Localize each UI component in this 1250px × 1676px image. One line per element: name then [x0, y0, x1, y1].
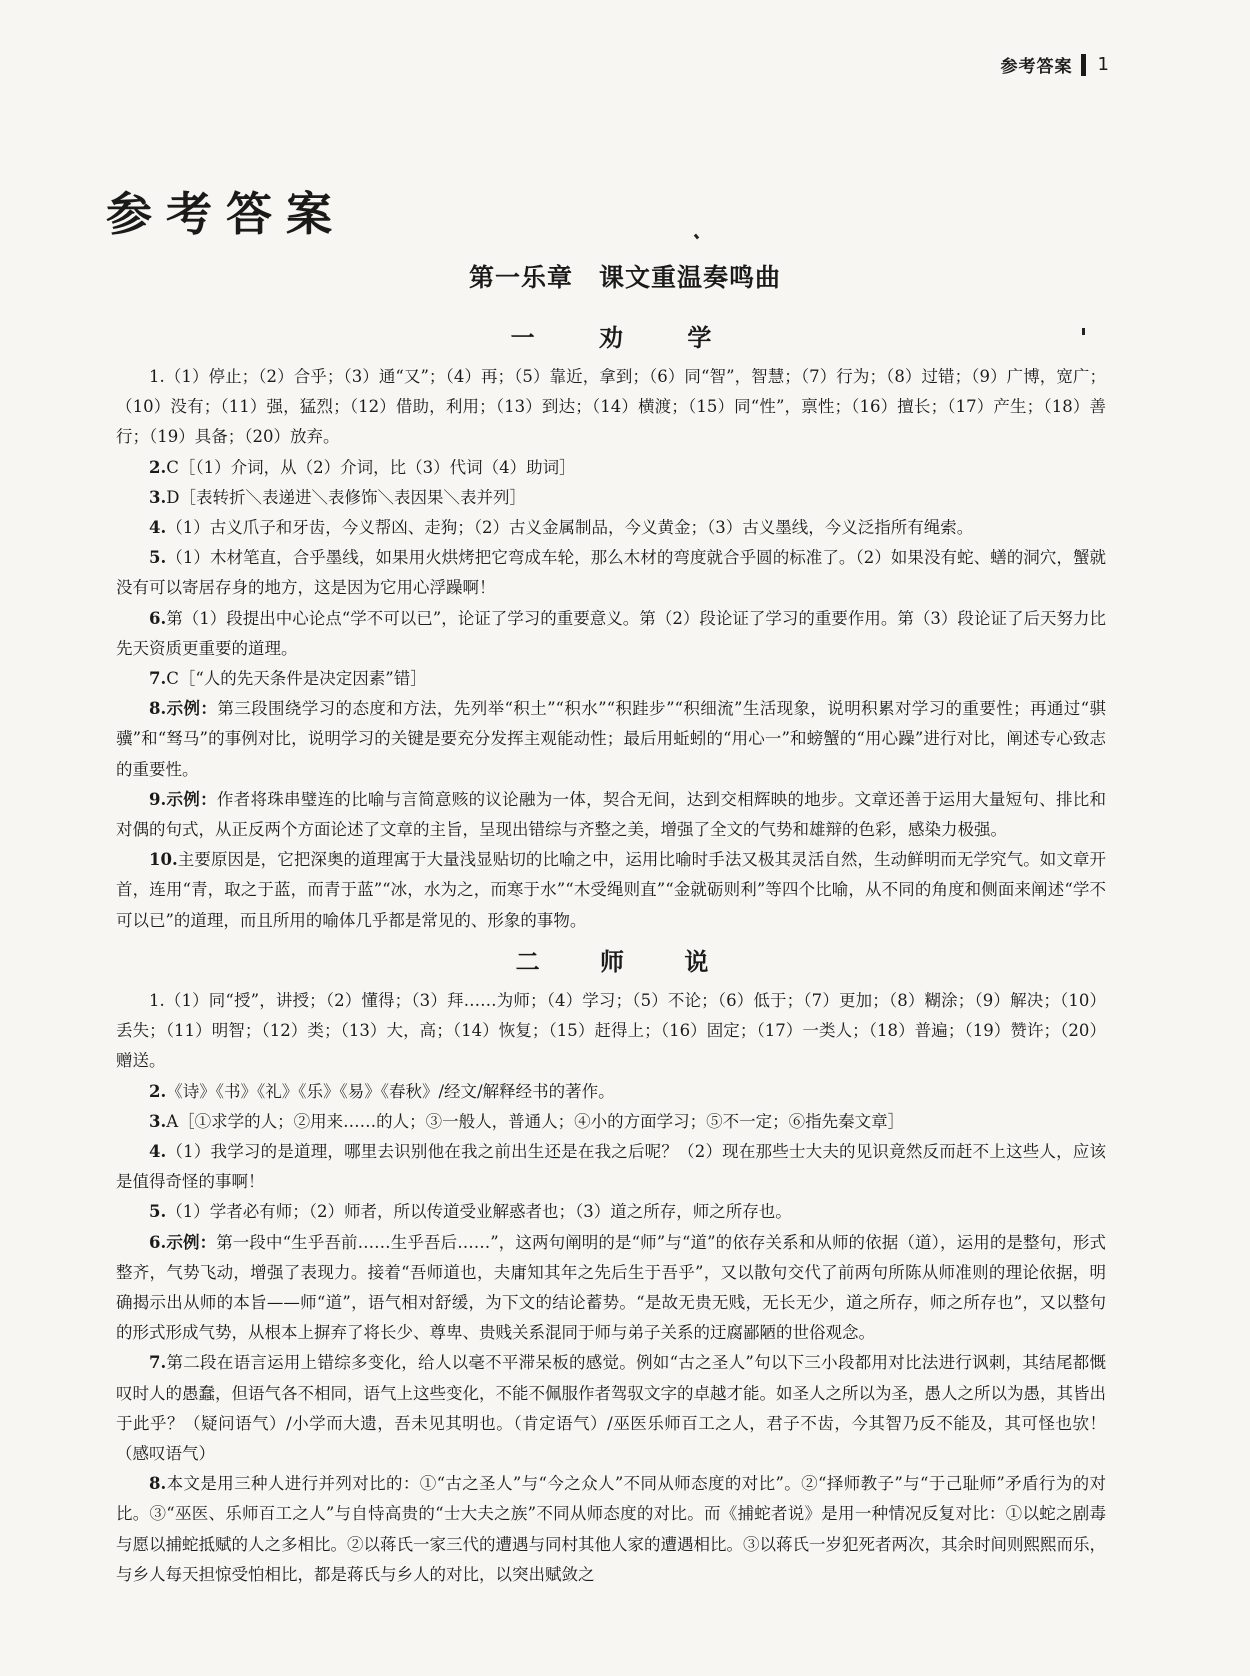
section-answers — [116, 986, 1106, 1590]
answer-text: （1）古义爪子和牙齿，今义帮凶、走狗；（2）古义金属制品，今义黄金；（3）古义墨线，今义泛指所有绳索。 — [166, 518, 974, 538]
answer-item — [116, 362, 1106, 453]
running-header — [1001, 52, 1110, 77]
answer-item — [116, 483, 1106, 513]
answer-item — [116, 845, 1106, 936]
answer-number: 8. — [149, 699, 167, 719]
header-divider — [1081, 54, 1086, 76]
answer-label: 示例： — [166, 1232, 217, 1252]
answer-number: 4. — [149, 518, 167, 538]
answer-item — [116, 1107, 1106, 1137]
answer-item — [116, 604, 1106, 664]
answer-text: C［“人的先天条件是决定因素”错］ — [166, 669, 427, 689]
answer-text: 《诗》《书》《礼》《乐》《易》《春秋》/经文/解释经书的著作。 — [166, 1081, 615, 1101]
answer-item — [116, 1077, 1106, 1107]
answer-number: 5. — [149, 548, 167, 568]
answer-number: 2. — [149, 457, 167, 477]
main-title: 参考答案 — [106, 187, 346, 241]
section-answers — [116, 362, 1106, 936]
answer-item — [116, 543, 1106, 603]
answer-text: 第二段在语言运用上错综多变化，给人以毫不平滞呆板的感觉。例如“古之圣人”句以下三小段都用对比法进行讽刺，其结尾都慨叹时人的愚蠢，但语气各不相同，语气上这些变化，不能不佩服作者驾驭文字的卓越才能。如圣人之所以为圣，愚人之所以为愚，其皆出于此乎？（疑问语气）/小学而大遗，吾未见其明也。（肯定语气）/巫医乐师百工之人，君子不齿，今其智乃反不能及，其可怪也欤！（感叹语气） — [116, 1353, 1106, 1464]
answer-text: （1）学者必有师；（2）师者，所以传道受业解惑者也；（3）道之所存，师之所存也。 — [166, 1202, 792, 1222]
answer-item — [116, 785, 1106, 845]
answer-text: 第（1）段提出中心论点“学不可以已”，论证了学习的重要意义。第（2）段论证了学习的重要作用。第（3）段论证了后天努力比先天资质更重要的道理。 — [116, 608, 1106, 658]
running-title: 参考答案 — [1000, 57, 1073, 77]
answer-number: 7. — [149, 1353, 167, 1373]
answer-text: （1）我学习的是道理，哪里去识别他在我之前出生还是在我之后呢？（2）现在那些士大夫的见识竟然反而赶不上这些人，应该是值得奇怪的事啊！ — [116, 1142, 1106, 1192]
answer-label: 示例： — [166, 699, 218, 719]
answer-number: 5. — [149, 1202, 167, 1222]
answer-label: 示例： — [166, 789, 217, 809]
answer-text: C［（1）介词，从（2）介词，比（3）代词（4）助词］ — [166, 457, 576, 477]
answer-number: 1. — [149, 991, 165, 1010]
answer-number: 3. — [149, 487, 167, 507]
answer-text: D［表转折＼表递进＼表修饰＼表因果＼表并列］ — [166, 487, 526, 507]
answer-number: 6. — [149, 608, 167, 628]
answer-item — [116, 664, 1106, 694]
answer-number: 4. — [149, 1142, 167, 1162]
answer-item — [116, 453, 1106, 483]
answer-number: 8. — [149, 1474, 167, 1494]
answer-text: 本文是用三种人进行并列对比的：①“古之圣人”与“今之众人”不同从师态度的对比”。②“择师教子”与“于己耻师”矛盾行为的对比。③“巫医、乐师百工之人”与自恃高贵的“士大夫之族”不同从师态度的对比。而《捕蛇者说》是用一种情况反复对比：①以蛇之剧毒与愿以捕蛇抵赋的人之多相比。②以蒋氏一家三代的遭遇与同村其他人家的遭遇相比。③以蒋氏一岁犯死者两次，其余时间则熙熙而乐，与乡人每天担惊受怕相比，都是蒋氏与乡人的对比，以突出赋敛之 — [116, 1474, 1106, 1584]
answer-text: （1）木材笔直，合乎墨线，如果用火烘烤把它弯成车轮，那么木材的弯度就合乎圆的标准了。（2）如果没有蛇、蟮的洞穴，蟹就没有可以寄居存身的地方，这是因为它用心浮躁啊！ — [116, 548, 1106, 598]
answer-number: 10. — [149, 850, 178, 870]
answer-item — [116, 1348, 1106, 1469]
section-title: 二 师 说 — [515, 948, 735, 976]
answer-number: 6. — [149, 1232, 167, 1252]
answer-item — [116, 1197, 1106, 1227]
answer-text: （1）停止；（2）合乎；（3）通“又”；（4）再；（5）靠近，拿到；（6）同“智”，智慧；（7）行为；（8）过错；（9）广博，宽广；（10）没有；（11）强，猛烈；（12）借助，利用；（13）到达；（14）横渡；（15）同“性”，禀性；（16）擅长；（17）产生；（18）善行；（19）具备；（20）放弃。 — [116, 367, 1106, 447]
answer-item — [116, 1469, 1106, 1590]
answer-item — [116, 1228, 1106, 1349]
answer-number: 1. — [149, 367, 165, 386]
answer-text: 第一段中“生乎吾前……生乎吾后……”，这两句阐明的是“师”与“道”的依存关系和从师的依据（道），运用的是整句，形式整齐，气势飞动，增强了表现力。接着“吾师道也，夫庸知其年之先后生于吾乎”，又以散句交代了前两句所陈从师准则的理论依据，明确揭示出从师的本旨——师“道”，语气相对舒缓，为下文的结论蓄势。“是故无贵无贱，无长无少，道之所存，师之所存也”，又以整句的形式形成气势，从根本上摒弃了将长少、尊卑、贵贱关系混同于师与弟子关系的迂腐鄙陋的世俗观念。 — [116, 1232, 1106, 1343]
answer-text: 主要原因是，它把深奥的道理寓于大量浅显贴切的比喻之中，运用比喻时手法又极其灵活自然，生动鲜明而无学究气。如文章开首，连用“青，取之于蓝，而青于蓝”“冰，水为之，而寒于水”“木受绳则直”“金就砺则利”等四个比喻，从不同的角度和侧面来阐述“学不可以已”的道理，而且所用的喻体几乎都是常见的、形象的事物。 — [116, 850, 1106, 930]
answer-number: 9. — [149, 789, 167, 809]
answer-item — [116, 986, 1106, 1077]
answer-item — [116, 694, 1106, 785]
ink-speck — [694, 234, 700, 240]
answer-number: 7. — [149, 669, 167, 689]
answer-text: 作者将珠串璧连的比喻与言简意赅的议论融为一体，契合无间，达到交相辉映的地步。文章还善于运用大量短句、排比和对偶的句式，从正反两个方面论述了文章的主旨，呈现出错综与齐整之美，增强了全文的气势和雄辩的色彩，感染力极强。 — [116, 789, 1107, 840]
answer-number: 2. — [149, 1081, 167, 1101]
answer-item — [116, 513, 1106, 543]
answer-text: 第三段围绕学习的态度和方法，先列举“积土”“积水”“积跬步”“积细流”生活现象，说明积累对学习的重要性；再通过“骐骥”和“驽马”的事例对比，说明学习的关键是要充分发挥主观能动性；最后用蚯蚓的“用心一”和螃蟹的“用心躁”进行对比，阐述专心致志的重要性。 — [116, 699, 1107, 779]
answer-item — [116, 1137, 1106, 1197]
section-title: 一 劝 学 — [510, 324, 740, 352]
answer-number: 3. — [149, 1111, 167, 1131]
answer-text: （1）同“授”，讲授；（2）懂得；（3）拜……为师；（4）学习；（5）不论；（6）低于；（7）更加；（8）糊涂；（9）解决；（10）丢失；（11）明智；（12）类；（13）大，高；（14）恢复；（15）赶得上；（16）固定；（17）一类人；（18）普遍；（19）赞许；（20）赠送。 — [116, 991, 1106, 1071]
chapter-title: 第一乐章 课文重温奏鸣曲 — [468, 263, 781, 292]
page-number: 1 — [1097, 54, 1110, 75]
answer-text: A［①求学的人；②用来……的人；③一般人，普通人；④小的方面学习；⑤不一定；⑥指先秦文章］ — [166, 1111, 905, 1131]
